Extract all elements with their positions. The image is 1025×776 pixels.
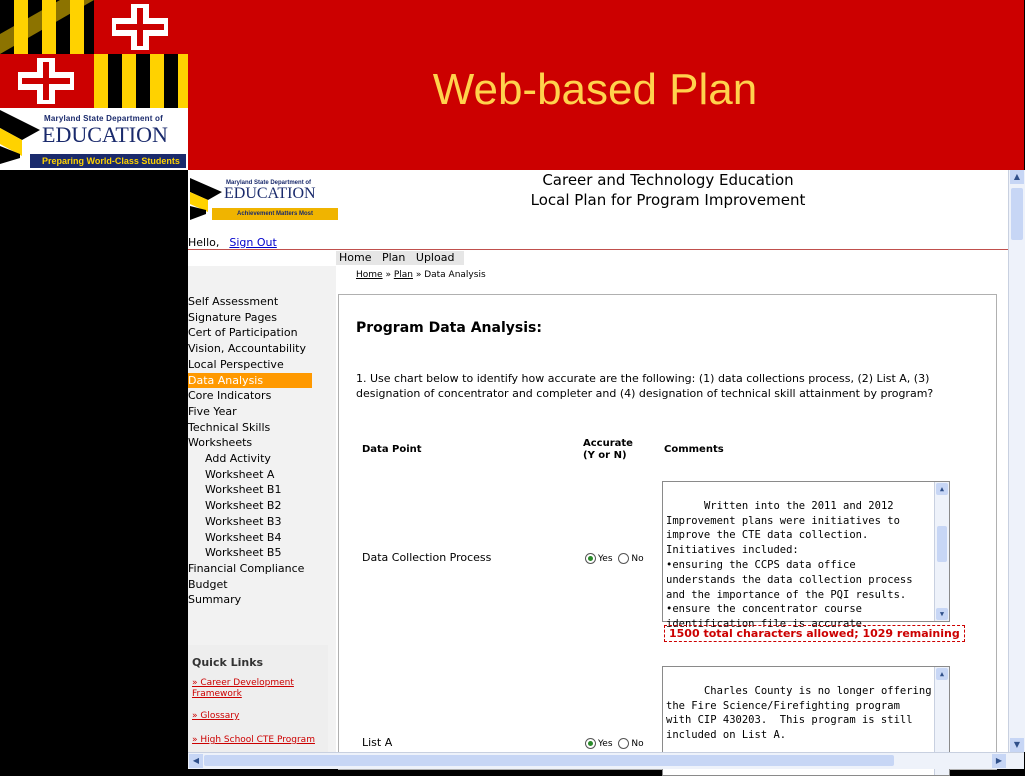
question-text: 1. Use chart below to identify how accurate are the following: (1) data collections process, (2) List A, (3) designation of concentrator and completer and (4) designation of technical skill attainment by program? — [356, 372, 934, 400]
main-content — [338, 294, 997, 770]
scroll-thumb[interactable] — [937, 526, 947, 562]
nav-home[interactable]: Home — [339, 251, 372, 264]
character-counter: 1500 total characters allowed; 1029 remaining — [664, 625, 965, 642]
page-logo-line1: Maryland State Department of — [226, 180, 312, 186]
sidebar-item-financial-compliance[interactable]: Financial Compliance — [188, 561, 305, 575]
scroll-thumb[interactable] — [1011, 188, 1023, 240]
comment-text: Written into the 2011 and 2012 Improvement plans were initiatives to improve the CTE data collection. Initiatives included: •ensuring the CCPS data office understands the data collection process and the importance of the PQI results. •ensure the concentrator course identification file is accurate. — [666, 499, 913, 631]
sidebar-item-worksheet-b2[interactable]: Worksheet B2 — [205, 499, 282, 513]
sidebar-item-add-activity[interactable]: Add Activity — [205, 452, 271, 466]
radio-no[interactable] — [618, 553, 629, 564]
sidebar-item-worksheet-a[interactable]: Worksheet A — [205, 467, 275, 481]
maryland-flag — [0, 0, 188, 108]
sidebar-item-budget[interactable]: Budget — [188, 577, 228, 591]
quick-links-title: Quick Links — [192, 656, 264, 669]
scroll-thumb[interactable] — [204, 755, 894, 766]
radio-yes[interactable] — [585, 738, 596, 749]
accurate-radio-group — [585, 738, 644, 749]
scroll-down-icon[interactable]: ▼ — [936, 608, 948, 620]
sidebar-item-five-year[interactable]: Five Year — [188, 404, 237, 418]
radio-no-label: No — [631, 554, 644, 564]
msde-logo — [0, 108, 188, 170]
sidebar-item-worksheet-b4[interactable]: Worksheet B4 — [205, 530, 282, 544]
quick-link-high-school-cte[interactable]: » High School CTE Program — [192, 735, 315, 745]
sidebar-item-local-perspective[interactable]: Local Perspective — [188, 357, 284, 371]
hello-text: Hello, — [188, 236, 220, 249]
slide-header — [0, 0, 1024, 170]
page-logo-tagline: Achievement Matters Most — [212, 208, 338, 220]
nav-upload[interactable]: Upload — [415, 251, 455, 264]
sign-out-link[interactable]: Sign Out — [229, 236, 277, 249]
quick-links-panel — [188, 645, 328, 768]
radio-yes-label: Yes — [598, 554, 613, 564]
quick-link-career-development[interactable]: » Career Development Framework — [192, 678, 294, 699]
scroll-left-icon[interactable]: ◀ — [189, 754, 203, 768]
logo-line1: Maryland State Department of — [44, 114, 163, 123]
nav-plan[interactable]: Plan — [381, 251, 406, 264]
page-title — [488, 170, 848, 210]
logo-tagline: Preparing World-Class Students — [30, 154, 186, 168]
scroll-up-icon[interactable]: ▲ — [936, 668, 948, 680]
sidebar-item-self-assessment[interactable]: Self Assessment — [188, 295, 279, 308]
sidebar-item-worksheet-b5[interactable]: Worksheet B5 — [205, 546, 282, 560]
row-label-data-collection: Data Collection Process — [362, 551, 492, 564]
column-header-accurate-line2: (Y or N) — [583, 450, 627, 461]
sidebar-item-worksheet-b1[interactable]: Worksheet B1 — [205, 483, 282, 497]
sidebar-item-vision-accountability[interactable]: Vision, Accountability — [188, 342, 306, 356]
page-title-line1: Career and Technology Education — [542, 171, 794, 189]
scroll-down-icon[interactable]: ▼ — [1010, 738, 1024, 752]
section-heading: Program Data Analysis: — [356, 320, 542, 336]
sidebar-item-cert-of-participation[interactable]: Cert of Participation — [188, 326, 298, 340]
breadcrumb-current: Data Analysis — [424, 270, 486, 280]
sidebar-item-core-indicators[interactable]: Core Indicators — [188, 389, 272, 403]
page-vertical-scrollbar[interactable] — [1008, 170, 1025, 752]
slide-title: Web-based Plan — [432, 65, 758, 114]
header-divider — [188, 249, 1008, 250]
page-title-line2: Local Plan for Program Improvement — [530, 191, 806, 209]
breadcrumb — [356, 270, 486, 280]
breadcrumb-plan[interactable]: Plan — [393, 270, 413, 280]
quick-link-glossary[interactable]: » Glossary — [192, 711, 240, 721]
breadcrumb-separator: » — [382, 270, 394, 280]
sidebar-item-worksheet-b3[interactable]: Worksheet B3 — [205, 514, 282, 528]
column-header-data-point: Data Point — [362, 444, 422, 455]
column-header-accurate — [583, 438, 633, 462]
row-label-list-a: List A — [362, 736, 393, 749]
sidebar-item-signature-pages[interactable]: Signature Pages — [188, 310, 277, 324]
sidebar-item-data-analysis[interactable]: Data Analysis — [188, 373, 312, 389]
column-header-comments: Comments — [664, 444, 724, 455]
comment-text: Charles County is no longer offering the Fire Science/Firefighting program with CIP 430203. This program is still included on List A. — [666, 684, 932, 742]
comment-textarea[interactable] — [662, 481, 950, 631]
sidebar-menu — [188, 294, 312, 608]
radio-yes-label: Yes — [598, 739, 613, 749]
top-nav — [336, 251, 464, 265]
breadcrumb-separator: » — [412, 270, 425, 280]
scroll-up-icon[interactable]: ▲ — [1010, 170, 1024, 184]
textarea-scrollbar[interactable] — [934, 482, 949, 621]
breadcrumb-home[interactable]: Home — [356, 270, 383, 280]
radio-no[interactable] — [618, 738, 629, 749]
accurate-radio-group — [585, 553, 644, 564]
radio-no-label: No — [631, 739, 644, 749]
page-logo-line2: EDUCATION — [224, 185, 316, 202]
page-logo[interactable] — [190, 176, 338, 222]
greeting — [188, 236, 277, 249]
browser-window — [188, 170, 1024, 768]
scroll-up-icon[interactable]: ▲ — [936, 483, 948, 495]
logo-line2: EDUCATION — [42, 122, 168, 147]
sidebar-item-worksheets[interactable]: Worksheets — [188, 436, 253, 450]
page-horizontal-scrollbar[interactable] — [188, 752, 1024, 769]
sidebar-item-summary[interactable]: Summary — [188, 593, 242, 607]
column-header-accurate-line1: Accurate — [583, 438, 633, 449]
radio-yes[interactable] — [585, 553, 596, 564]
scroll-right-icon[interactable]: ▶ — [992, 754, 1006, 768]
sidebar-item-technical-skills[interactable]: Technical Skills — [188, 420, 271, 434]
